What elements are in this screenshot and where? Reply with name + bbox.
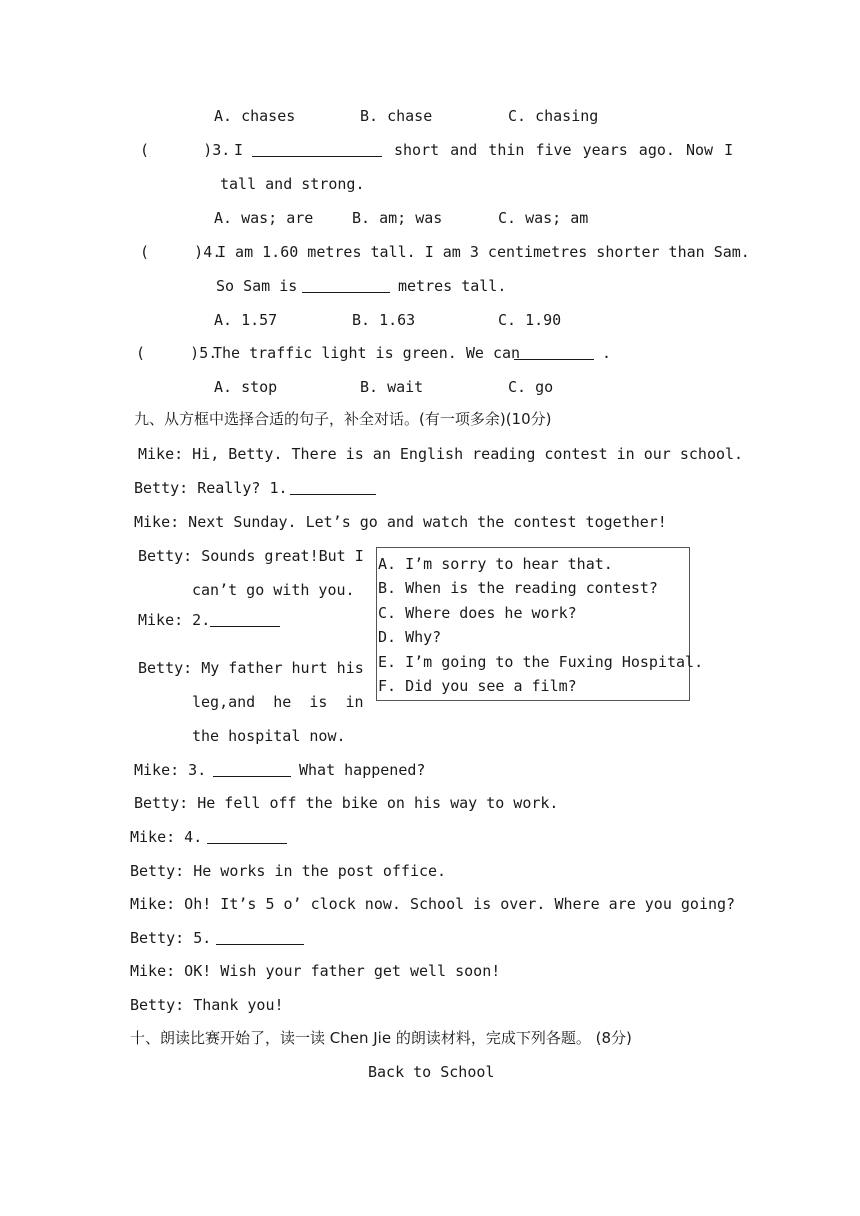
- dialogue-line-8: Betty: He fell off the bike on his way to work.: [134, 794, 559, 812]
- dialogue-line-2: Betty: Really? 1.: [134, 479, 288, 497]
- q5-text-before: The traffic light is green. We can: [213, 344, 521, 362]
- q5-option-b: B. wait: [360, 378, 424, 396]
- answer-blank-1[interactable]: [290, 480, 376, 495]
- options-box: [376, 547, 704, 701]
- q4-line2-after: metres tall.: [398, 277, 507, 295]
- q3-line2: tall and strong.: [220, 175, 365, 193]
- q5-option-c: C. go: [508, 378, 554, 396]
- dialogue-line-4a: Betty: Sounds great!But I: [138, 547, 364, 565]
- section-10-heading: 十、朗读比赛开始了，读一读 Chen Jie 的朗读材料，完成下列各题。 (8分): [130, 1029, 632, 1047]
- dialogue-line-9: Mike: 4.: [130, 828, 203, 846]
- q3-text-before: I: [234, 141, 244, 159]
- section-9-heading: 九、从方框中选择合适的句子，补全对话。(有一项多余)(10分): [134, 410, 552, 428]
- q3-option-b: B. am; was: [352, 209, 443, 227]
- box-option-c: C. Where does he work?: [378, 604, 577, 622]
- q4-line1: I am 1.60 metres tall. I am 3 centimetres shorter than Sam.: [217, 243, 750, 261]
- dialogue-line-3: Mike: Next Sunday. Let’s go and watch the contest together!: [134, 513, 667, 531]
- dialogue-line-6a: Betty: My father hurt his: [138, 659, 364, 677]
- answer-blank-3[interactable]: [213, 762, 291, 777]
- q2-option-a: A. chases: [214, 107, 296, 125]
- dialogue-line-10: Betty: He works in the post office.: [130, 862, 447, 880]
- dialogue-line-6c: the hospital now.: [192, 727, 346, 745]
- dialogue-line-12: Betty: 5.: [130, 929, 212, 947]
- answer-blank-4[interactable]: [207, 829, 287, 844]
- q4-option-a: A. 1.57: [214, 311, 278, 329]
- q3-text-after: short and thin five years ago. Now I: [394, 141, 734, 159]
- q2-option-c: C. chasing: [508, 107, 599, 125]
- q5-option-a: A. stop: [214, 378, 278, 396]
- q3-option-c: C. was; am: [498, 209, 589, 227]
- q4-paren[interactable]: ( )4.: [140, 243, 222, 261]
- answer-blank-5[interactable]: [216, 930, 304, 945]
- q4-option-b: B. 1.63: [352, 311, 416, 329]
- q3-option-a: A. was; are: [214, 209, 314, 227]
- box-option-d: D. Why?: [378, 628, 442, 646]
- dialogue-line-4b: can’t go with you.: [192, 581, 355, 599]
- answer-blank-2[interactable]: [210, 612, 280, 627]
- q5-text-after: .: [602, 344, 612, 362]
- dialogue-line-11: Mike: Oh! It’s 5 o’ clock now. School is over. Where are you going?: [130, 895, 736, 913]
- dialogue-line-14: Betty: Thank you!: [130, 996, 284, 1014]
- q5-answer-blank[interactable]: [514, 345, 594, 360]
- dialogue-line-1: Mike: Hi, Betty. There is an English reading contest in our school.: [138, 445, 744, 463]
- q4-option-c: C. 1.90: [498, 311, 562, 329]
- box-option-e: E. I’m going to the Fuxing Hospital.: [378, 653, 704, 671]
- reading-title: Back to School: [368, 1063, 495, 1081]
- box-option-a: A. I’m sorry to hear that.: [378, 555, 613, 573]
- dialogue-line-7b: What happened?: [299, 761, 426, 779]
- dialogue-line-6b: leg,and he is in: [192, 693, 364, 711]
- box-option-f: F. Did you see a film?: [378, 677, 577, 695]
- dialogue-line-13: Mike: OK! Wish your father get well soon!: [130, 962, 501, 980]
- dialogue-line-7a: Mike: 3.: [134, 761, 207, 779]
- q3-paren[interactable]: ( )3.: [140, 141, 231, 159]
- q2-option-b: B. chase: [360, 107, 433, 125]
- q4-answer-blank[interactable]: [302, 278, 390, 293]
- q4-line2-before: So Sam is: [216, 277, 298, 295]
- dialogue-line-5: Mike: 2.: [138, 611, 211, 629]
- q3-answer-blank[interactable]: [252, 142, 382, 157]
- box-option-b: B. When is the reading contest?: [378, 579, 658, 597]
- q5-paren[interactable]: ( )5.: [136, 344, 218, 362]
